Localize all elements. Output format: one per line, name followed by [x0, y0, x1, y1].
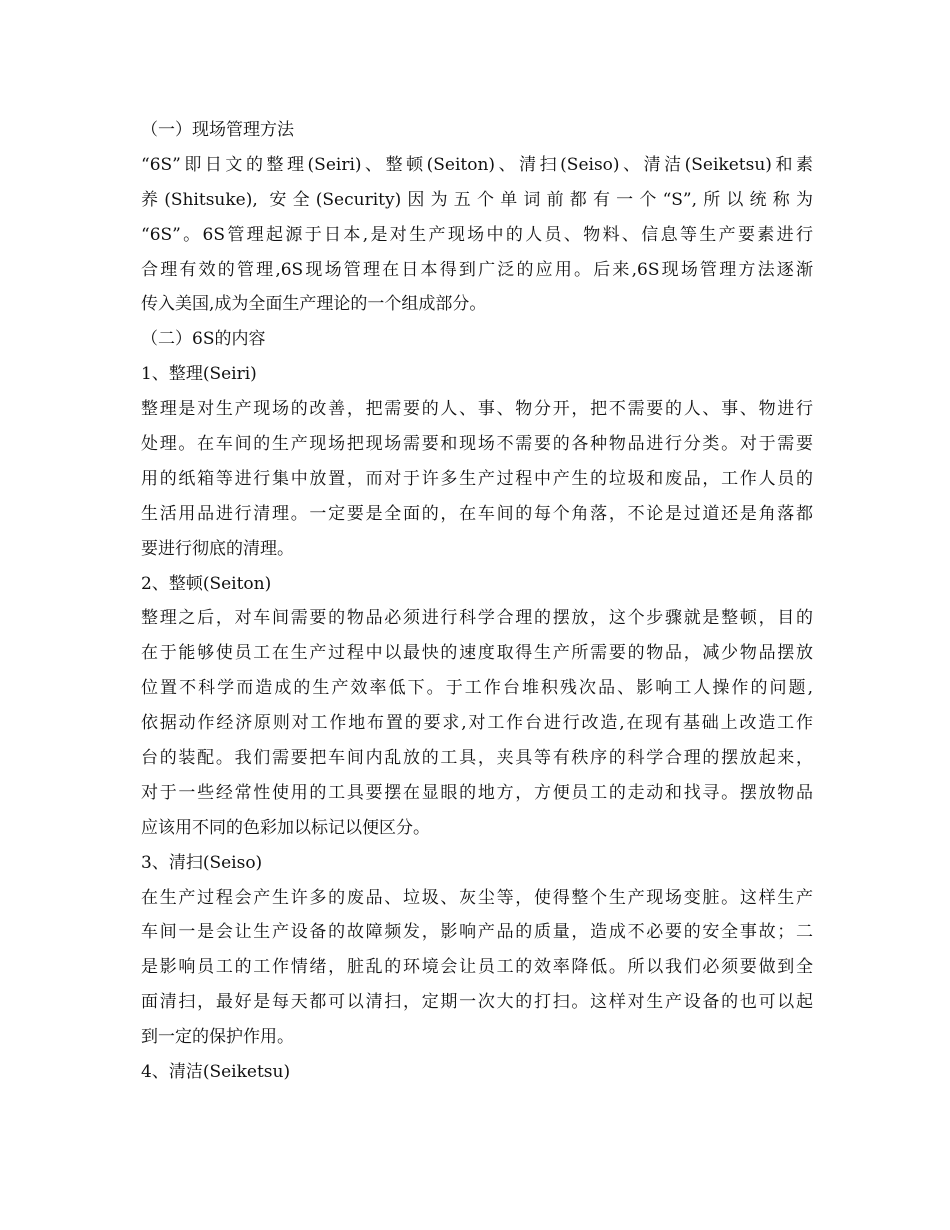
subsection-heading: 4、清洁(Seiketsu)	[141, 1062, 291, 1083]
paragraph-line: 整理是对生产现场的改善，把需要的人、事、物分开，把不需要的人、事、物进行	[141, 399, 813, 420]
paragraph-line: 用的纸箱等进行集中放置，而对于许多生产过程中产生的垃圾和废品，工作人员的	[141, 468, 813, 489]
paragraph-line: “6S”即日文的整理(Seiri)、整顿(Seiton)、清扫(Seiso)、清洁(Seiketsu)和素	[141, 154, 813, 175]
subsection-heading: 3、清扫(Seiso)	[141, 852, 263, 873]
paragraph-line: 处理。在车间的生产现场把现场需要和现场不需要的各种物品进行分类。对于需要	[141, 434, 813, 455]
paragraph-line: 车间一是会让生产设备的故障频发，影响产品的质量，造成不必要的安全事故；二	[141, 922, 813, 943]
paragraph-line: 养(Shitsuke), 安全(Security)因为五个单词前都有一个“S”,所以统称为	[141, 189, 813, 210]
document-page	[141, 113, 813, 1090]
paragraph-line: 到一定的保护作用。	[141, 1027, 294, 1048]
subsection-heading: 1、整理(Seiri)	[141, 364, 257, 385]
paragraph-line: 是影响员工的工作情绪，脏乱的环境会让员工的效率降低。所以我们必须要做到全	[141, 957, 813, 978]
paragraph-line: 合理有效的管理,6S现场管理在日本得到广泛的应用。后来,6S现场管理方法逐渐	[141, 259, 813, 280]
paragraph-line: “6S”。6S管理起源于日本,是对生产现场中的人员、物料、信息等生产要素进行	[141, 224, 813, 245]
paragraph-line: 依据动作经济原则对工作地布置的要求,对工作台进行改造,在现有基础上改造工作	[141, 713, 813, 734]
paragraph-line: 整理之后，对车间需要的物品必须进行科学合理的摆放，这个步骤就是整顿，目的	[141, 608, 813, 629]
paragraph-line: 面清扫，最好是每天都可以清扫，定期一次大的打扫。这样对生产设备的也可以起	[141, 992, 813, 1013]
paragraph-line: 生活用品进行清理。一定要是全面的，在车间的每个角落，不论是过道还是角落都	[141, 503, 813, 524]
paragraph-line: 位置不科学而造成的生产效率低下。于工作台堆积残次品、影响工人操作的问题,	[141, 678, 813, 699]
paragraph-line: 要进行彻底的清理。	[141, 538, 294, 559]
paragraph-line: 台的装配。我们需要把车间内乱放的工具，夹具等有秩序的科学合理的摆放起来，	[141, 748, 813, 769]
paragraph-line: 对于一些经常性使用的工具要摆在显眼的地方，方便员工的走动和找寻。摆放物品	[141, 782, 813, 803]
paragraph-line: 在生产过程会产生许多的废品、垃圾、灰尘等，使得整个生产现场变脏。这样生产	[141, 887, 813, 908]
subsection-heading: 2、整顿(Seiton)	[141, 573, 272, 594]
section-heading: （一）现场管理方法	[141, 120, 294, 140]
paragraph-line: 应该用不同的色彩加以标记以便区分。	[141, 817, 430, 838]
paragraph-line: 在于能够使员工在生产过程中以最快的速度取得生产所需要的物品，减少物品摆放	[141, 643, 813, 664]
section-heading: （二）6S的内容	[141, 329, 266, 350]
paragraph-line: 传入美国,成为全面生产理论的一个组成部分。	[141, 294, 487, 315]
